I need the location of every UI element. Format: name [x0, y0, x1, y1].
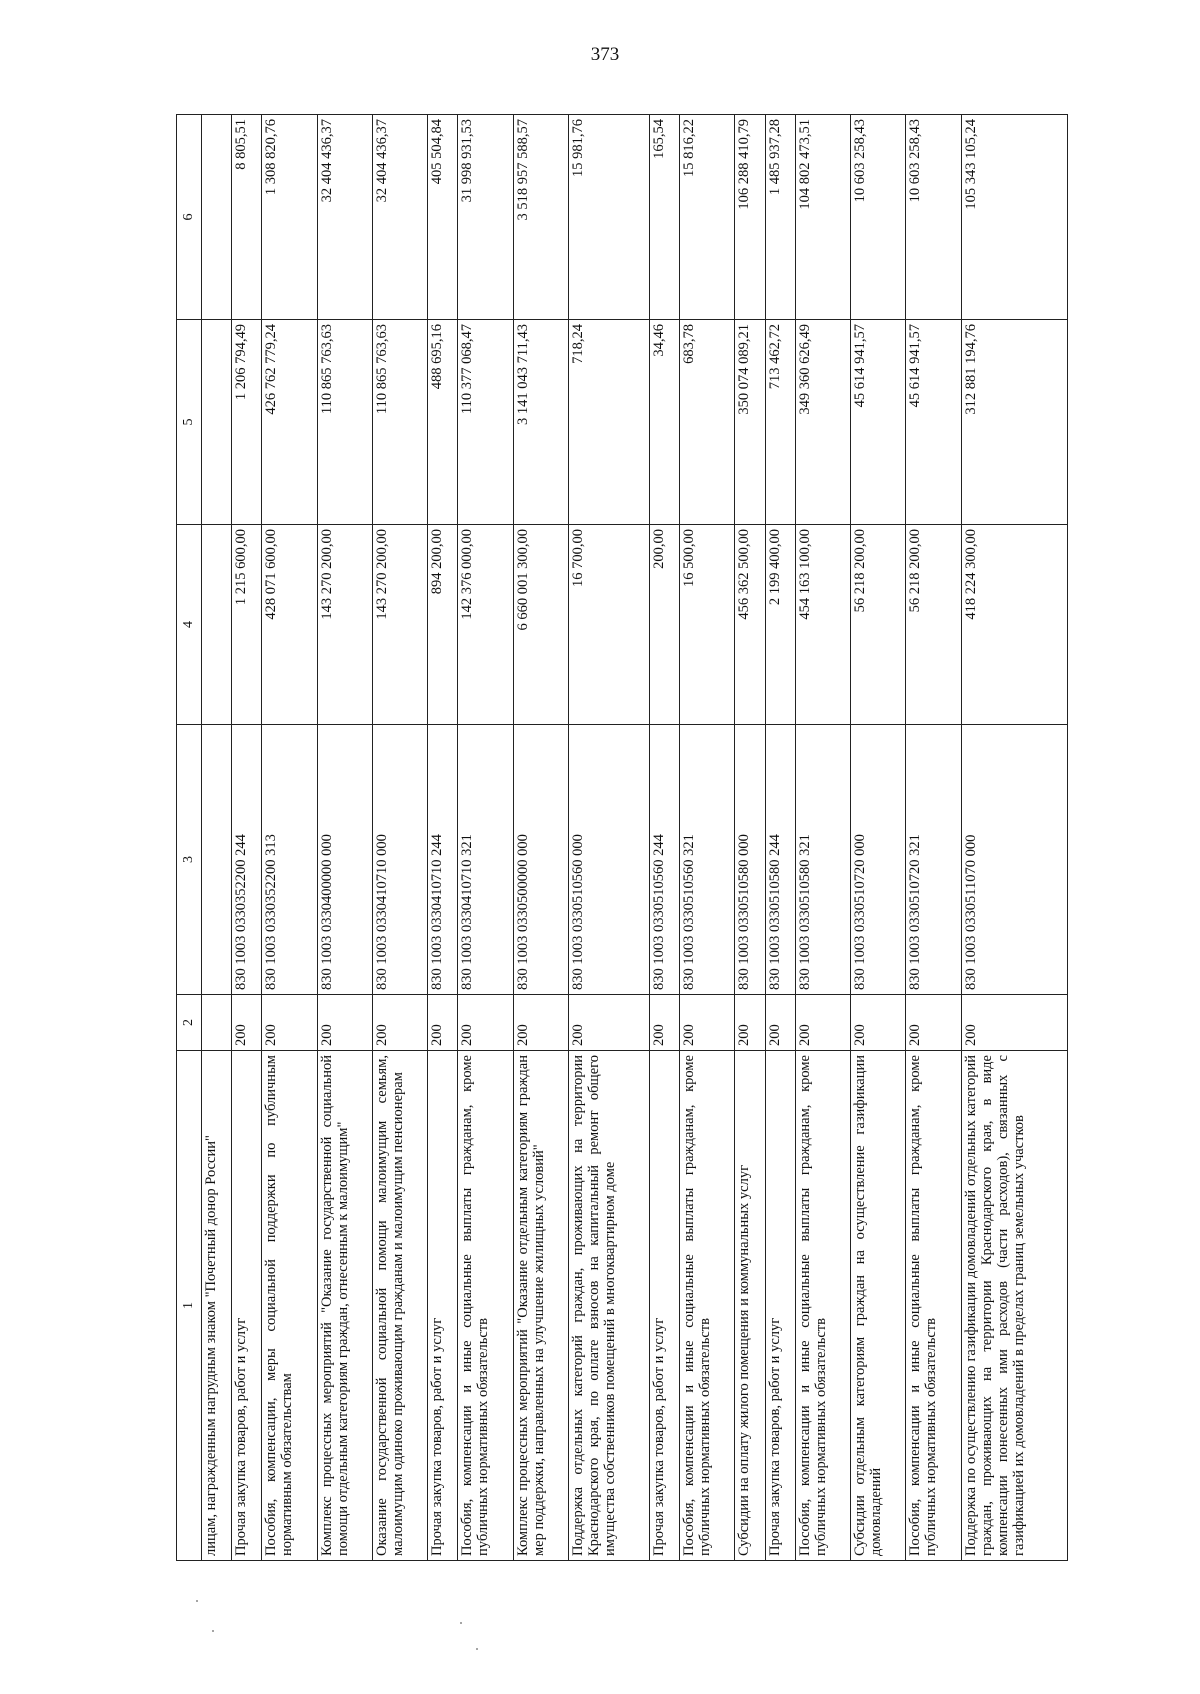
table-row — [851, 115, 906, 1561]
cell-kbk: 830 1003 0330511070 000 — [961, 725, 1067, 995]
cell-rest: 104 802 473,51 — [795, 115, 850, 320]
cell-exec: 426 762 779,24 — [262, 320, 317, 525]
table-row — [569, 115, 650, 1561]
table-body — [177, 115, 1068, 1561]
table-row — [458, 115, 513, 1561]
cell-kbk: 830 1003 0330510560 244 — [650, 725, 680, 995]
cell-plan: 200,00 — [650, 525, 680, 725]
cell-rest — [202, 115, 232, 320]
cell-rest: 1 308 820,76 — [262, 115, 317, 320]
table-row — [650, 115, 680, 1561]
cell-code: 200 — [735, 995, 765, 1051]
cell-plan: 56 218 200,00 — [851, 525, 906, 725]
cell-exec: 683,78 — [680, 320, 735, 525]
cell-exec: 713 462,72 — [765, 320, 795, 525]
cell-plan: 894 200,00 — [428, 525, 458, 725]
cell-exec — [202, 320, 232, 525]
cell-kbk: 830 1003 0330510580 000 — [735, 725, 765, 995]
cell-rest: 105 343 105,24 — [961, 115, 1067, 320]
cell-rest: 31 998 931,53 — [458, 115, 513, 320]
cell-exec: 312 881 194,76 — [961, 320, 1067, 525]
cell-exec: 34,46 — [650, 320, 680, 525]
cell-rest: 32 404 436,37 — [372, 115, 427, 320]
budget-table — [176, 114, 1068, 1561]
column-header: 5 — [177, 320, 202, 525]
cell-name: Прочая закупка товаров, работ и услуг — [428, 1051, 458, 1561]
cell-plan: 16 700,00 — [569, 525, 650, 725]
cell-exec: 110 865 763,63 — [317, 320, 372, 525]
cell-rest: 8 805,51 — [232, 115, 262, 320]
cell-exec: 45 614 941,57 — [906, 320, 961, 525]
column-header: 2 — [177, 995, 202, 1051]
cell-rest: 15 816,22 — [680, 115, 735, 320]
cell-plan: 454 163 100,00 — [795, 525, 850, 725]
cell-exec: 110 377 068,47 — [458, 320, 513, 525]
cell-plan: 143 270 200,00 — [372, 525, 427, 725]
cell-plan: 6 660 001 300,00 — [513, 525, 568, 725]
cell-kbk: 830 1003 0330400000 000 — [317, 725, 372, 995]
scan-speck — [212, 1630, 214, 1632]
cell-name: Пособия, компенсации и иные социальные выплаты гражданам, кроме публичных нормативных обязательств — [795, 1051, 850, 1561]
table-row — [232, 115, 262, 1561]
cell-code: 200 — [317, 995, 372, 1051]
cell-name: Субсидии отдельным категориям граждан на осуществление газификации домовладений — [851, 1051, 906, 1561]
cell-code: 200 — [513, 995, 568, 1051]
cell-rest: 3 518 957 588,57 — [513, 115, 568, 320]
cell-name: Прочая закупка товаров, работ и услуг — [765, 1051, 795, 1561]
cell-kbk: 830 1003 0330510580 321 — [795, 725, 850, 995]
cell-name: Поддержка отдельных категорий граждан, проживающих на территории Краснодарского края, по оплате взносов на капитальный ремонт общего имущества собственников помещений в многоквартирном доме — [569, 1051, 650, 1561]
cell-plan: 143 270 200,00 — [317, 525, 372, 725]
cell-code — [202, 995, 232, 1051]
cell-name: лицам, награжденным нагрудным знаком "Почетный донор России" — [202, 1051, 232, 1561]
cell-name: Пособия, компенсации, меры социальной поддержки по публичным нормативным обязательствам — [262, 1051, 317, 1561]
header-row — [177, 115, 202, 1561]
cell-plan: 418 224 300,00 — [961, 525, 1067, 725]
table-row — [735, 115, 765, 1561]
cell-code: 200 — [262, 995, 317, 1051]
table-row — [513, 115, 568, 1561]
cell-name: Оказание государственной социальной помощи малоимущим семьям, малоимущим одиноко проживающим гражданам и малоимущим пенсионерам — [372, 1051, 427, 1561]
cell-plan: 428 071 600,00 — [262, 525, 317, 725]
cell-rest: 165,54 — [650, 115, 680, 320]
cell-name: Прочая закупка товаров, работ и услуг — [232, 1051, 262, 1561]
cell-name: Комплекс процессных мероприятий "Оказание отдельным категориям граждан мер поддержки, направленных на улучшение жилищных условий" — [513, 1051, 568, 1561]
cell-exec: 1 206 794,49 — [232, 320, 262, 525]
cell-code: 200 — [569, 995, 650, 1051]
cell-exec: 45 614 941,57 — [851, 320, 906, 525]
cell-plan: 56 218 200,00 — [906, 525, 961, 725]
cell-kbk: 830 1003 0330510720 000 — [851, 725, 906, 995]
page-number: 373 — [590, 44, 620, 65]
cell-plan: 456 362 500,00 — [735, 525, 765, 725]
cell-kbk: 830 1003 0330510720 321 — [906, 725, 961, 995]
cell-kbk: 830 1003 0330352200 313 — [262, 725, 317, 995]
cell-code: 200 — [458, 995, 513, 1051]
cell-rest: 15 981,76 — [569, 115, 650, 320]
cell-kbk — [202, 725, 232, 995]
table-row — [765, 115, 795, 1561]
table-row — [317, 115, 372, 1561]
cell-plan: 1 215 600,00 — [232, 525, 262, 725]
cell-rest: 10 603 258,43 — [851, 115, 906, 320]
cell-kbk: 830 1003 0330500000 000 — [513, 725, 568, 995]
cell-exec: 3 141 043 711,43 — [513, 320, 568, 525]
cell-kbk: 830 1003 0330510560 000 — [569, 725, 650, 995]
table-row — [961, 115, 1067, 1561]
cell-plan: 142 376 000,00 — [458, 525, 513, 725]
column-header: 1 — [177, 1051, 202, 1561]
scan-speck — [460, 1622, 462, 1624]
cell-code: 200 — [650, 995, 680, 1051]
cell-kbk: 830 1003 0330510580 244 — [765, 725, 795, 995]
table-row — [428, 115, 458, 1561]
cell-kbk: 830 1003 0330410710 000 — [372, 725, 427, 995]
cell-rest: 1 485 937,28 — [765, 115, 795, 320]
cell-name: Прочая закупка товаров, работ и услуг — [650, 1051, 680, 1561]
cell-code: 200 — [906, 995, 961, 1051]
rotated-table-container — [176, 115, 1068, 1561]
table-row — [906, 115, 961, 1561]
cell-code: 200 — [372, 995, 427, 1051]
cell-name: Поддержка по осуществлению газификации домовладений отдельных категорий граждан, проживающих на территории Краснодарского края, в виде компенсации понесенных ими расходов (части расходов), связанных с газификацией их домовладений в пределах границ земельных участков — [961, 1051, 1067, 1561]
cell-rest: 106 288 410,79 — [735, 115, 765, 320]
cell-kbk: 830 1003 0330352200 244 — [232, 725, 262, 995]
column-header: 4 — [177, 525, 202, 725]
cell-exec: 488 695,16 — [428, 320, 458, 525]
cell-plan: 16 500,00 — [680, 525, 735, 725]
cell-code: 200 — [428, 995, 458, 1051]
cell-rest: 10 603 258,43 — [906, 115, 961, 320]
cell-plan — [202, 525, 232, 725]
cell-name: Комплекс процессных мероприятий "Оказание государственной социальной помощи отдельным категориям граждан, отнесенным к малоимущим" — [317, 1051, 372, 1561]
cell-kbk: 830 1003 0330410710 244 — [428, 725, 458, 995]
cell-code: 200 — [795, 995, 850, 1051]
cell-code: 200 — [961, 995, 1067, 1051]
cell-kbk: 830 1003 0330510560 321 — [680, 725, 735, 995]
table-row — [202, 115, 232, 1561]
table-row — [680, 115, 735, 1561]
cell-rest: 32 404 436,37 — [317, 115, 372, 320]
cell-code: 200 — [232, 995, 262, 1051]
cell-exec: 718,24 — [569, 320, 650, 525]
cell-name: Субсидии на оплату жилого помещения и коммунальных услуг — [735, 1051, 765, 1561]
cell-exec: 110 865 763,63 — [372, 320, 427, 525]
cell-name: Пособия, компенсации и иные социальные выплаты гражданам, кроме публичных нормативных обязательств — [680, 1051, 735, 1561]
cell-code: 200 — [851, 995, 906, 1051]
table-row — [262, 115, 317, 1561]
cell-name: Пособия, компенсации и иные социальные выплаты гражданам, кроме публичных нормативных обязательств — [458, 1051, 513, 1561]
cell-plan: 2 199 400,00 — [765, 525, 795, 725]
table-row — [372, 115, 427, 1561]
column-header: 6 — [177, 115, 202, 320]
scan-speck — [476, 1648, 478, 1650]
cell-exec: 349 360 626,49 — [795, 320, 850, 525]
cell-kbk: 830 1003 0330410710 321 — [458, 725, 513, 995]
column-header: 3 — [177, 725, 202, 995]
cell-exec: 350 074 089,21 — [735, 320, 765, 525]
cell-code: 200 — [765, 995, 795, 1051]
cell-rest: 405 504,84 — [428, 115, 458, 320]
cell-name: Пособия, компенсации и иные социальные выплаты гражданам, кроме публичных нормативных обязательств — [906, 1051, 961, 1561]
table-row — [795, 115, 850, 1561]
scan-speck — [196, 1600, 198, 1602]
cell-code: 200 — [680, 995, 735, 1051]
